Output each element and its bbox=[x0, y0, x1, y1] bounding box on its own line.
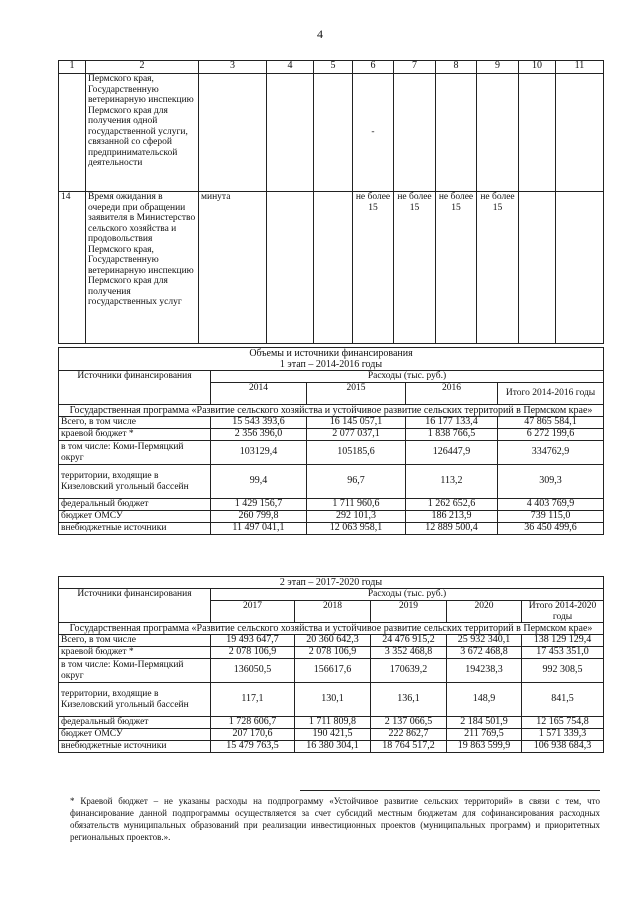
total-header: Итого 2014-2016 годы bbox=[498, 383, 604, 405]
row-label: Всего, в том числе bbox=[59, 417, 211, 429]
row-label: внебюджетные источники bbox=[59, 523, 211, 535]
cell-value: 136,1 bbox=[371, 683, 447, 717]
col-number: 6 bbox=[353, 61, 394, 74]
cell-value: 207 170,6 bbox=[211, 729, 295, 741]
table-row bbox=[59, 659, 604, 683]
table-row-continued bbox=[59, 74, 604, 192]
cell-value: 136050,5 bbox=[211, 659, 295, 683]
row-label: бюджет ОМСУ bbox=[59, 511, 211, 523]
row-number: 14 bbox=[59, 192, 86, 344]
col-number: 9 bbox=[477, 61, 519, 74]
cell-value: 126447,9 bbox=[406, 441, 498, 465]
expenses-header: Расходы (тыс. руб.) bbox=[211, 589, 604, 601]
cell-value: 36 450 499,6 bbox=[498, 523, 604, 535]
finance-stage1-table bbox=[58, 347, 604, 535]
cell-value: 739 115,0 bbox=[498, 511, 604, 523]
cell-value: 16 177 133,4 bbox=[406, 417, 498, 429]
year-header: 2020 bbox=[447, 601, 522, 623]
col-number: 10 bbox=[519, 61, 556, 74]
table-row bbox=[59, 683, 604, 717]
cell-value: 194238,3 bbox=[447, 659, 522, 683]
target-value: не более 15 bbox=[353, 192, 394, 344]
row-label: краевой бюджет * bbox=[59, 429, 211, 441]
sources-header: Источники финансирования bbox=[59, 371, 211, 405]
row-label: бюджет ОМСУ bbox=[59, 729, 211, 741]
finance-stage2-table bbox=[58, 576, 604, 753]
cell-value: 117,1 bbox=[211, 683, 295, 717]
table-row bbox=[59, 465, 604, 499]
cell-value: 156617,6 bbox=[295, 659, 371, 683]
cell-value: 19 863 599,9 bbox=[447, 741, 522, 753]
row-label: краевой бюджет * bbox=[59, 647, 211, 659]
table-row bbox=[59, 511, 604, 523]
cell-value: 106 938 684,3 bbox=[522, 741, 604, 753]
footnote: * Краевой бюджет – не указаны расходы на подпрограмму «Устойчивое развитие сельских территорий» в связи с тем, что финансирование данной подпрограммы осуществляется за счет субсидий местным бюджетам для софинансирования расходных обязательств муниципальных образований при реализации инвестиционных проектов (муниципальных программ) и приоритетных региональных проектов.». bbox=[70, 796, 600, 842]
table-row bbox=[59, 441, 604, 465]
indicator-text: Пермского края, Государственную ветеринарную инспекцию Пермского края для получения одной государственной услуги, связанной со сферой предпринимательской деятельности bbox=[86, 74, 199, 192]
cell-value: 19 493 647,7 bbox=[211, 635, 295, 647]
cell-value: 186 213,9 bbox=[406, 511, 498, 523]
cell-value: 3 352 468,8 bbox=[371, 647, 447, 659]
year-header: 2015 bbox=[307, 383, 406, 405]
col-number: 2 bbox=[86, 61, 199, 74]
cell-value: 2 078 106,9 bbox=[211, 647, 295, 659]
cell-value: 334762,9 bbox=[498, 441, 604, 465]
cell-value: 2 356 396,0 bbox=[211, 429, 307, 441]
cell-value: 1 728 606,7 bbox=[211, 717, 295, 729]
cell-value: 20 360 642,3 bbox=[295, 635, 371, 647]
table-row-14 bbox=[59, 192, 604, 344]
cell-value: 2 137 066,5 bbox=[371, 717, 447, 729]
footnote-divider bbox=[300, 790, 600, 791]
table-row bbox=[59, 523, 604, 535]
cell-value: 4 403 769,9 bbox=[498, 499, 604, 511]
cell-value: 15 543 393,6 bbox=[211, 417, 307, 429]
sources-header: Источники финансирования bbox=[59, 589, 211, 623]
row-label: территории, входящие в Кизеловский угольный бассейн bbox=[59, 683, 211, 717]
row-label: территории, входящие в Кизеловский угольный бассейн bbox=[59, 465, 211, 499]
cell-value: 3 672 468,8 bbox=[447, 647, 522, 659]
table-row bbox=[59, 647, 604, 659]
stage2-title: 2 этап – 2017-2020 годы bbox=[59, 577, 604, 589]
table-row bbox=[59, 429, 604, 441]
cell-value: 1 711 960,6 bbox=[307, 499, 406, 511]
cell-value: 138 129 129,4 bbox=[522, 635, 604, 647]
stage1-title: 1 этап – 2014-2016 годы bbox=[59, 359, 604, 371]
row-label: федеральный бюджет bbox=[59, 499, 211, 511]
table-row bbox=[59, 741, 604, 753]
row-label: в том числе: Коми-Пермяцкий округ bbox=[59, 441, 211, 465]
cell-value: 99,4 bbox=[211, 465, 307, 499]
program-title: Государственная программа «Развитие сельского хозяйства и устойчивое развитие сельских территорий в Пермском крае» bbox=[59, 623, 604, 635]
cell-value: 16 380 304,1 bbox=[295, 741, 371, 753]
cell-value: 309,3 bbox=[498, 465, 604, 499]
cell-value: 12 063 958,1 bbox=[307, 523, 406, 535]
column-numbers-row bbox=[59, 61, 604, 74]
cell-value: 15 479 763,5 bbox=[211, 741, 295, 753]
expenses-header: Расходы (тыс. руб.) bbox=[211, 371, 604, 383]
cell-value: 103129,4 bbox=[211, 441, 307, 465]
target-value: не более 15 bbox=[394, 192, 436, 344]
table-row bbox=[59, 717, 604, 729]
cell-value: 292 101,3 bbox=[307, 511, 406, 523]
table-row bbox=[59, 635, 604, 647]
target-value: не более 15 bbox=[477, 192, 519, 344]
cell-value: 170639,2 bbox=[371, 659, 447, 683]
cell-value: 12 165 754,8 bbox=[522, 717, 604, 729]
table-row bbox=[59, 499, 604, 511]
indicators-table bbox=[58, 60, 604, 344]
cell-value: 222 862,7 bbox=[371, 729, 447, 741]
cell-value: 113,2 bbox=[406, 465, 498, 499]
cell-value: 96,7 bbox=[307, 465, 406, 499]
table-row bbox=[59, 729, 604, 741]
cell-value: 211 769,5 bbox=[447, 729, 522, 741]
col-number: 5 bbox=[314, 61, 353, 74]
cell-value: 12 889 500,4 bbox=[406, 523, 498, 535]
cell-value: 17 453 351,0 bbox=[522, 647, 604, 659]
cell-value: 18 764 517,2 bbox=[371, 741, 447, 753]
cell-value: 24 476 915,2 bbox=[371, 635, 447, 647]
program-title: Государственная программа «Развитие сельского хозяйства и устойчивое развитие сельских территорий в Пермском крае» bbox=[59, 405, 604, 417]
cell-value: 148,9 bbox=[447, 683, 522, 717]
year-header: 2017 bbox=[211, 601, 295, 623]
cell-value: 130,1 bbox=[295, 683, 371, 717]
col-number: 1 bbox=[59, 61, 86, 74]
cell-value: 841,5 bbox=[522, 683, 604, 717]
cell-value: 1 262 652,6 bbox=[406, 499, 498, 511]
year-header: 2014 bbox=[211, 383, 307, 405]
cell-value: 190 421,5 bbox=[295, 729, 371, 741]
cell-value: 2 078 106,9 bbox=[295, 647, 371, 659]
row-label: внебюджетные источники bbox=[59, 741, 211, 753]
cell-value: 16 145 057,1 bbox=[307, 417, 406, 429]
cell-value: 260 799,8 bbox=[211, 511, 307, 523]
cell-value: 1 838 766,5 bbox=[406, 429, 498, 441]
year-header: 2019 bbox=[371, 601, 447, 623]
col-number: 4 bbox=[267, 61, 314, 74]
total-header: Итого 2014-2020 годы bbox=[522, 601, 604, 623]
cell-value: 25 932 340,1 bbox=[447, 635, 522, 647]
row-label: Всего, в том числе bbox=[59, 635, 211, 647]
year-header: 2018 bbox=[295, 601, 371, 623]
target-value: не более 15 bbox=[436, 192, 477, 344]
row-label: федеральный бюджет bbox=[59, 717, 211, 729]
col-number: 8 bbox=[436, 61, 477, 74]
cell-value: 47 865 584,1 bbox=[498, 417, 604, 429]
table-row bbox=[59, 417, 604, 429]
cell-value: 105185,6 bbox=[307, 441, 406, 465]
col-number: 3 bbox=[199, 61, 267, 74]
indicator-text: Время ожидания в очереди при обращении заявителя в Министерство сельского хозяйства и продовольствия Пермского края, Государственную ветеринарную инспекцию Пермского края для получения государственных услуг bbox=[86, 192, 199, 344]
page-number: 4 bbox=[317, 27, 323, 41]
finance-title: Объемы и источники финансирования bbox=[59, 348, 604, 360]
unit: минута bbox=[199, 192, 267, 344]
dash-value: - bbox=[353, 74, 394, 192]
cell-value: 11 497 041,1 bbox=[211, 523, 307, 535]
cell-value: 1 429 156,7 bbox=[211, 499, 307, 511]
cell-value: 6 272 199,6 bbox=[498, 429, 604, 441]
row-label: в том числе: Коми-Пермяцкий округ bbox=[59, 659, 211, 683]
cell-value: 2 077 037,1 bbox=[307, 429, 406, 441]
col-number: 11 bbox=[556, 61, 604, 74]
cell-value: 992 308,5 bbox=[522, 659, 604, 683]
year-header: 2016 bbox=[406, 383, 498, 405]
col-number: 7 bbox=[394, 61, 436, 74]
cell-value: 1 571 339,3 bbox=[522, 729, 604, 741]
cell-value: 2 184 501,9 bbox=[447, 717, 522, 729]
cell-value: 1 711 809,8 bbox=[295, 717, 371, 729]
